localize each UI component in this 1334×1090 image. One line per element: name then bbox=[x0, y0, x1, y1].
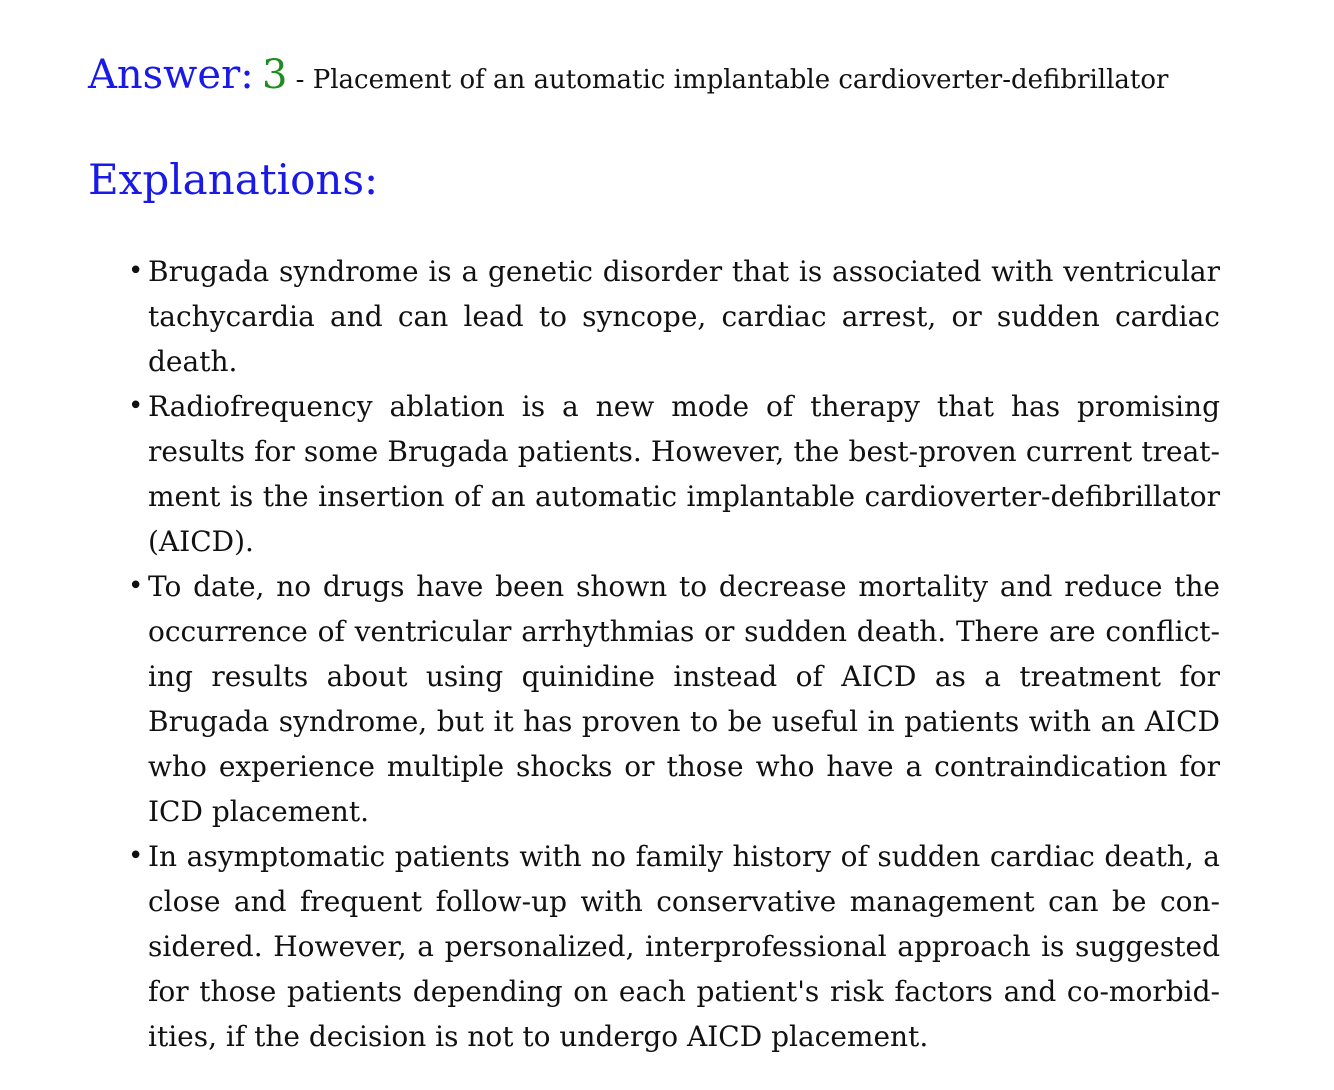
explanations-heading: Explanations: bbox=[88, 155, 379, 204]
bullet-icon: • bbox=[128, 391, 144, 421]
list-item-text: To date, no drugs have been shown to decrease mortality and reduce the occurrence of ventricular arrhythmias or sudden death. There are conflicting results about using quinidine instead of AICD as a treatment for Brugada syndrome, but it has proven to be useful in patients with an AICD who experience multiple shocks or those who have a contraindication for ICD placement. bbox=[148, 570, 1220, 828]
answer-number: 3 bbox=[261, 52, 288, 98]
answer-text: - Placement of an automatic implantable cardioverter-defibrillator bbox=[295, 65, 1169, 95]
list-item bbox=[128, 564, 1220, 834]
answer-line bbox=[88, 50, 1220, 105]
list-item bbox=[128, 249, 1220, 384]
answer-label: Answer: bbox=[88, 52, 254, 98]
list-item-text: In asymptomatic patients with no family history of sudden cardiac death, a close and frequent follow-up with conservative management can be considered. However, a personalized, interprofessional approach is suggested for those patients depending on each patient's risk factors and co-morbidities, if the decision is not to undergo AICD placement. bbox=[148, 840, 1220, 1053]
list-item-text: Radiofrequency ablation is a new mode of therapy that has promising results for some Brugada patients. However, the best-proven current treatment is the insertion of an automatic implantable cardioverter-defibrillator (AICD). bbox=[148, 390, 1220, 558]
document-page bbox=[88, 50, 1220, 1059]
bullet-icon: • bbox=[128, 571, 144, 601]
list-item bbox=[128, 834, 1220, 1059]
bullet-icon: • bbox=[128, 256, 144, 286]
bullet-icon: • bbox=[128, 841, 144, 871]
list-item-text: Brugada syndrome is a genetic disorder that is associated with ventricular tachycardia and can lead to syncope, cardiac arrest, or sudden cardiac death. bbox=[148, 255, 1220, 378]
explanations-list bbox=[88, 249, 1220, 1059]
list-item bbox=[128, 384, 1220, 564]
